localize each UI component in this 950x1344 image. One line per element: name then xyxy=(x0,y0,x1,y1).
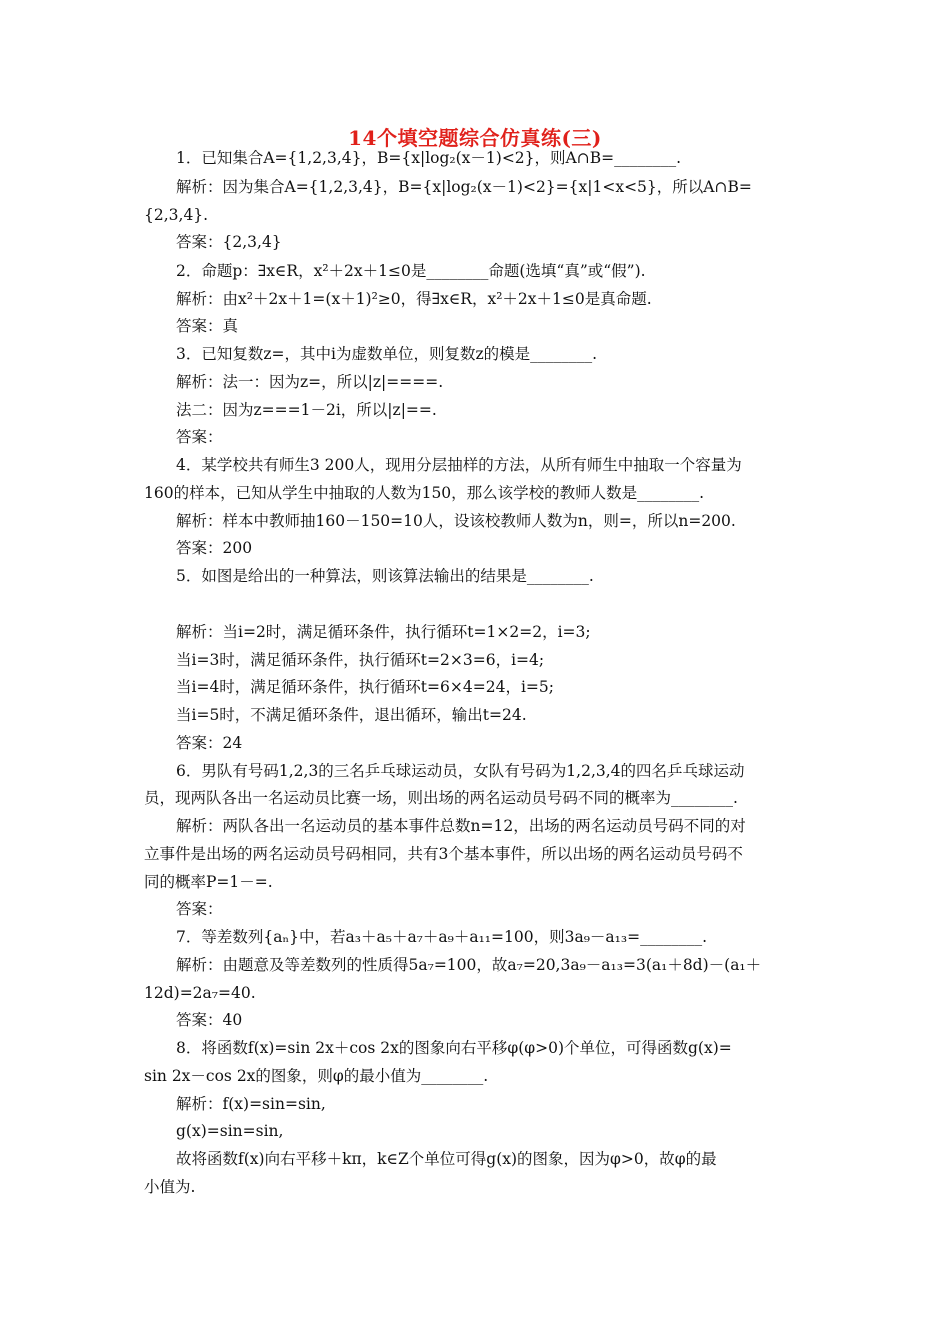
q3-analysis: 解析：法一：因为z=，所以|z|====. xyxy=(176,373,444,391)
q5-question: 5．如图是给出的一种算法，则该算法输出的结果是________. xyxy=(176,567,594,585)
q7-question: 7．等差数列{aₙ}中，若a₃＋a₅＋a₇＋a₉＋a₁₁=100，则3a₉－a₁₃=________. xyxy=(176,928,707,946)
q3-question: 3．已知复数z=，其中i为虚数单位，则复数z的模是________. xyxy=(176,345,598,363)
q2-analysis: 解析：由x²＋2x＋1=(x＋1)²≥0，得∃x∈R，x²＋2x＋1≤0是真命题. xyxy=(176,290,652,308)
q6-analysis-cont2: 同的概率P=1－=. xyxy=(144,873,273,891)
q5-answer: 答案：24 xyxy=(176,734,243,752)
q8-question-cont: sin 2x－cos 2x的图象，则φ的最小值为________. xyxy=(144,1067,489,1085)
q7-analysis: 解析：由题意及等差数列的性质得5a₇=100，故a₇=20,3a₉－a₁₃=3(a₁＋8d)－(a₁＋ xyxy=(176,956,762,974)
q7-answer: 答案：40 xyxy=(176,1011,243,1029)
q6-question: 6．男队有号码1,2,3的三名乒乓球运动员，女队有号码为1,2,3,4的四名乒乓球运动 xyxy=(176,762,745,780)
q5-analysis-step2: 当i=3时，满足循环条件，执行循环t=2×3=6，i=4; xyxy=(176,651,545,669)
q6-question-cont: 员，现两队各出一名运动员比赛一场，则出场的两名运动员号码不同的概率为________. xyxy=(144,789,738,807)
q3-analysis-cont: 法二：因为z===1－2i，所以|z|==. xyxy=(176,401,437,419)
q4-question: 4．某学校共有师生3 200人，现用分层抽样的方法，从所有师生中抽取一个容量为 xyxy=(176,456,742,474)
q5-analysis-step3: 当i=4时，满足循环条件，执行循环t=6×4=24，i=5; xyxy=(176,678,554,696)
q1-analysis: 解析：因为集合A={1,2,3,4}，B={x|log₂(x－1)<2}={x|1<x<5}，所以A∩B= xyxy=(176,178,752,196)
q8-analysis-cont: g(x)=sin=sin, xyxy=(176,1122,284,1140)
q1-answer: 答案：{2,3,4} xyxy=(176,233,282,251)
q4-answer: 答案：200 xyxy=(176,539,253,557)
q8-analysis: 解析：f(x)=sin=sin, xyxy=(176,1095,326,1113)
q1-analysis-cont: {2,3,4}. xyxy=(144,206,209,224)
q5-analysis: 解析：当i=2时，满足循环条件，执行循环t=1×2=2，i=3; xyxy=(176,623,591,641)
q2-answer: 答案：真 xyxy=(176,317,239,335)
q8-question: 8．将函数f(x)=sin 2x＋cos 2x的图象向右平移φ(φ>0)个单位，可得函数g(x)= xyxy=(176,1039,732,1057)
q4-analysis: 解析：样本中教师抽160－150=10人，设该校教师人数为n，则=，所以n=200. xyxy=(176,512,736,530)
q2-question: 2．命题p：∃x∈R，x²＋2x＋1≤0是________命题(选填“真”或“假”). xyxy=(176,262,646,280)
q3-answer: 答案： xyxy=(176,428,223,446)
q6-analysis: 解析：两队各出一名运动员的基本事件总数n=12，出场的两名运动员号码不同的对 xyxy=(176,817,746,835)
q6-answer: 答案： xyxy=(176,900,223,918)
q8-analysis-cont2: 故将函数f(x)向右平移＋kπ，k∈Z个单位可得g(x)的图象，因为φ>0，故φ的最 xyxy=(176,1150,717,1168)
q6-analysis-cont: 立事件是出场的两名运动员号码相同，共有3个基本事件，所以出场的两名运动员号码不 xyxy=(144,845,743,863)
q7-analysis-cont: 12d)=2a₇=40. xyxy=(144,984,256,1002)
page-title: 14个填空题综合仿真练(三) xyxy=(348,126,602,150)
q4-question-cont: 160的样本，已知从学生中抽取的人数为150，那么该学校的教师人数是________. xyxy=(144,484,705,502)
q8-analysis-cont3: 小值为. xyxy=(144,1178,196,1196)
q5-analysis-step4: 当i=5时，不满足循环条件，退出循环，输出t=24. xyxy=(176,706,527,724)
q1-question: 1．已知集合A={1,2,3,4}，B={x|log₂(x－1)<2}，则A∩B=________. xyxy=(176,149,682,167)
